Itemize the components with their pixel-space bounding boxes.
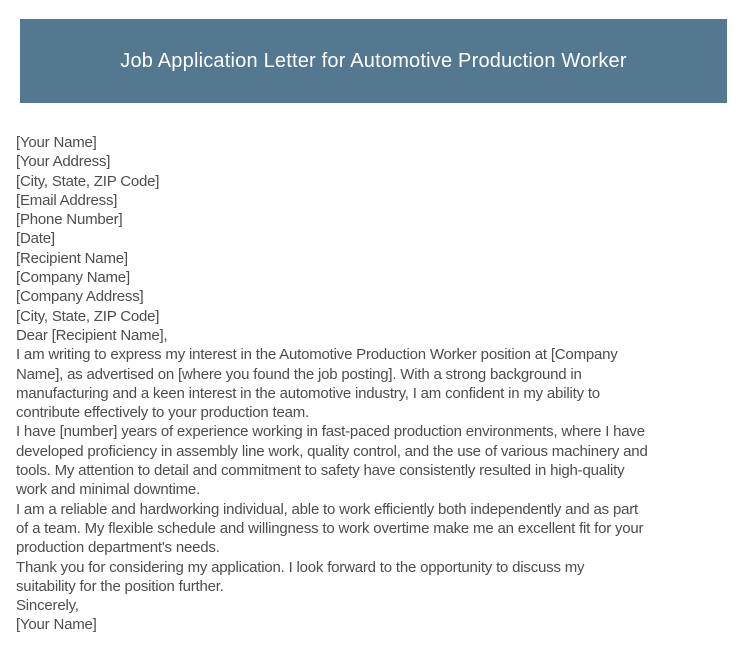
- letter-line: [Your Name]: [16, 134, 97, 151]
- letter-line: Thank you for considering my application. I look forward to the opportunity to discuss my: [16, 558, 585, 576]
- letter-line: Sincerely,: [16, 597, 79, 615]
- letter-line: manufacturing and a keen interest in the automotive industry, I am confident in my ability to: [16, 384, 600, 402]
- letter-line: [City, State, ZIP Code]: [16, 307, 160, 325]
- letter-line: [Company Address]: [16, 288, 144, 306]
- letter-line: [Your Name]: [16, 616, 97, 634]
- letter-line: contribute effectively to your production team.: [16, 404, 309, 422]
- letter-line: Name], as advertised on [where you found the job posting]. With a strong background in: [16, 365, 582, 383]
- letter-line: [Email Address]: [16, 191, 118, 209]
- letter-line: I have [number] years of experience working in fast-paced production environments, where I have: [16, 423, 645, 441]
- letter-line: Dear [Recipient Name],: [16, 326, 168, 344]
- title-banner: [20, 19, 727, 103]
- letter-line: work and minimal downtime.: [16, 481, 201, 499]
- letter-line: suitability for the position further.: [16, 577, 224, 595]
- letter-line: [Company Name]: [16, 269, 130, 287]
- letter-line: [Your Address]: [16, 153, 111, 171]
- letter-line: [Recipient Name]: [16, 249, 128, 267]
- letter-line: of a team. My flexible schedule and willingness to work overtime make me an excellent fit for your: [16, 519, 644, 537]
- letter-line: I am a reliable and hardworking individual, able to work efficiently both independently and as part: [16, 500, 638, 518]
- letter-line: developed proficiency in assembly line work, quality control, and the use of various machinery and: [16, 442, 648, 460]
- letter-line: [Phone Number]: [16, 211, 123, 229]
- letter-line: [Date]: [16, 230, 55, 248]
- letter-line: I am writing to express my interest in the Automotive Production Worker position at [Company: [16, 346, 618, 364]
- letter-line: production department's needs.: [16, 539, 220, 557]
- page-title: Job Application Letter for Automotive Production Worker: [120, 49, 627, 72]
- letter-line: tools. My attention to detail and commitment to safety have consistently resulted in high-quality: [16, 462, 625, 480]
- letter-line: [City, State, ZIP Code]: [16, 172, 160, 190]
- letter-body: [16, 133, 734, 635]
